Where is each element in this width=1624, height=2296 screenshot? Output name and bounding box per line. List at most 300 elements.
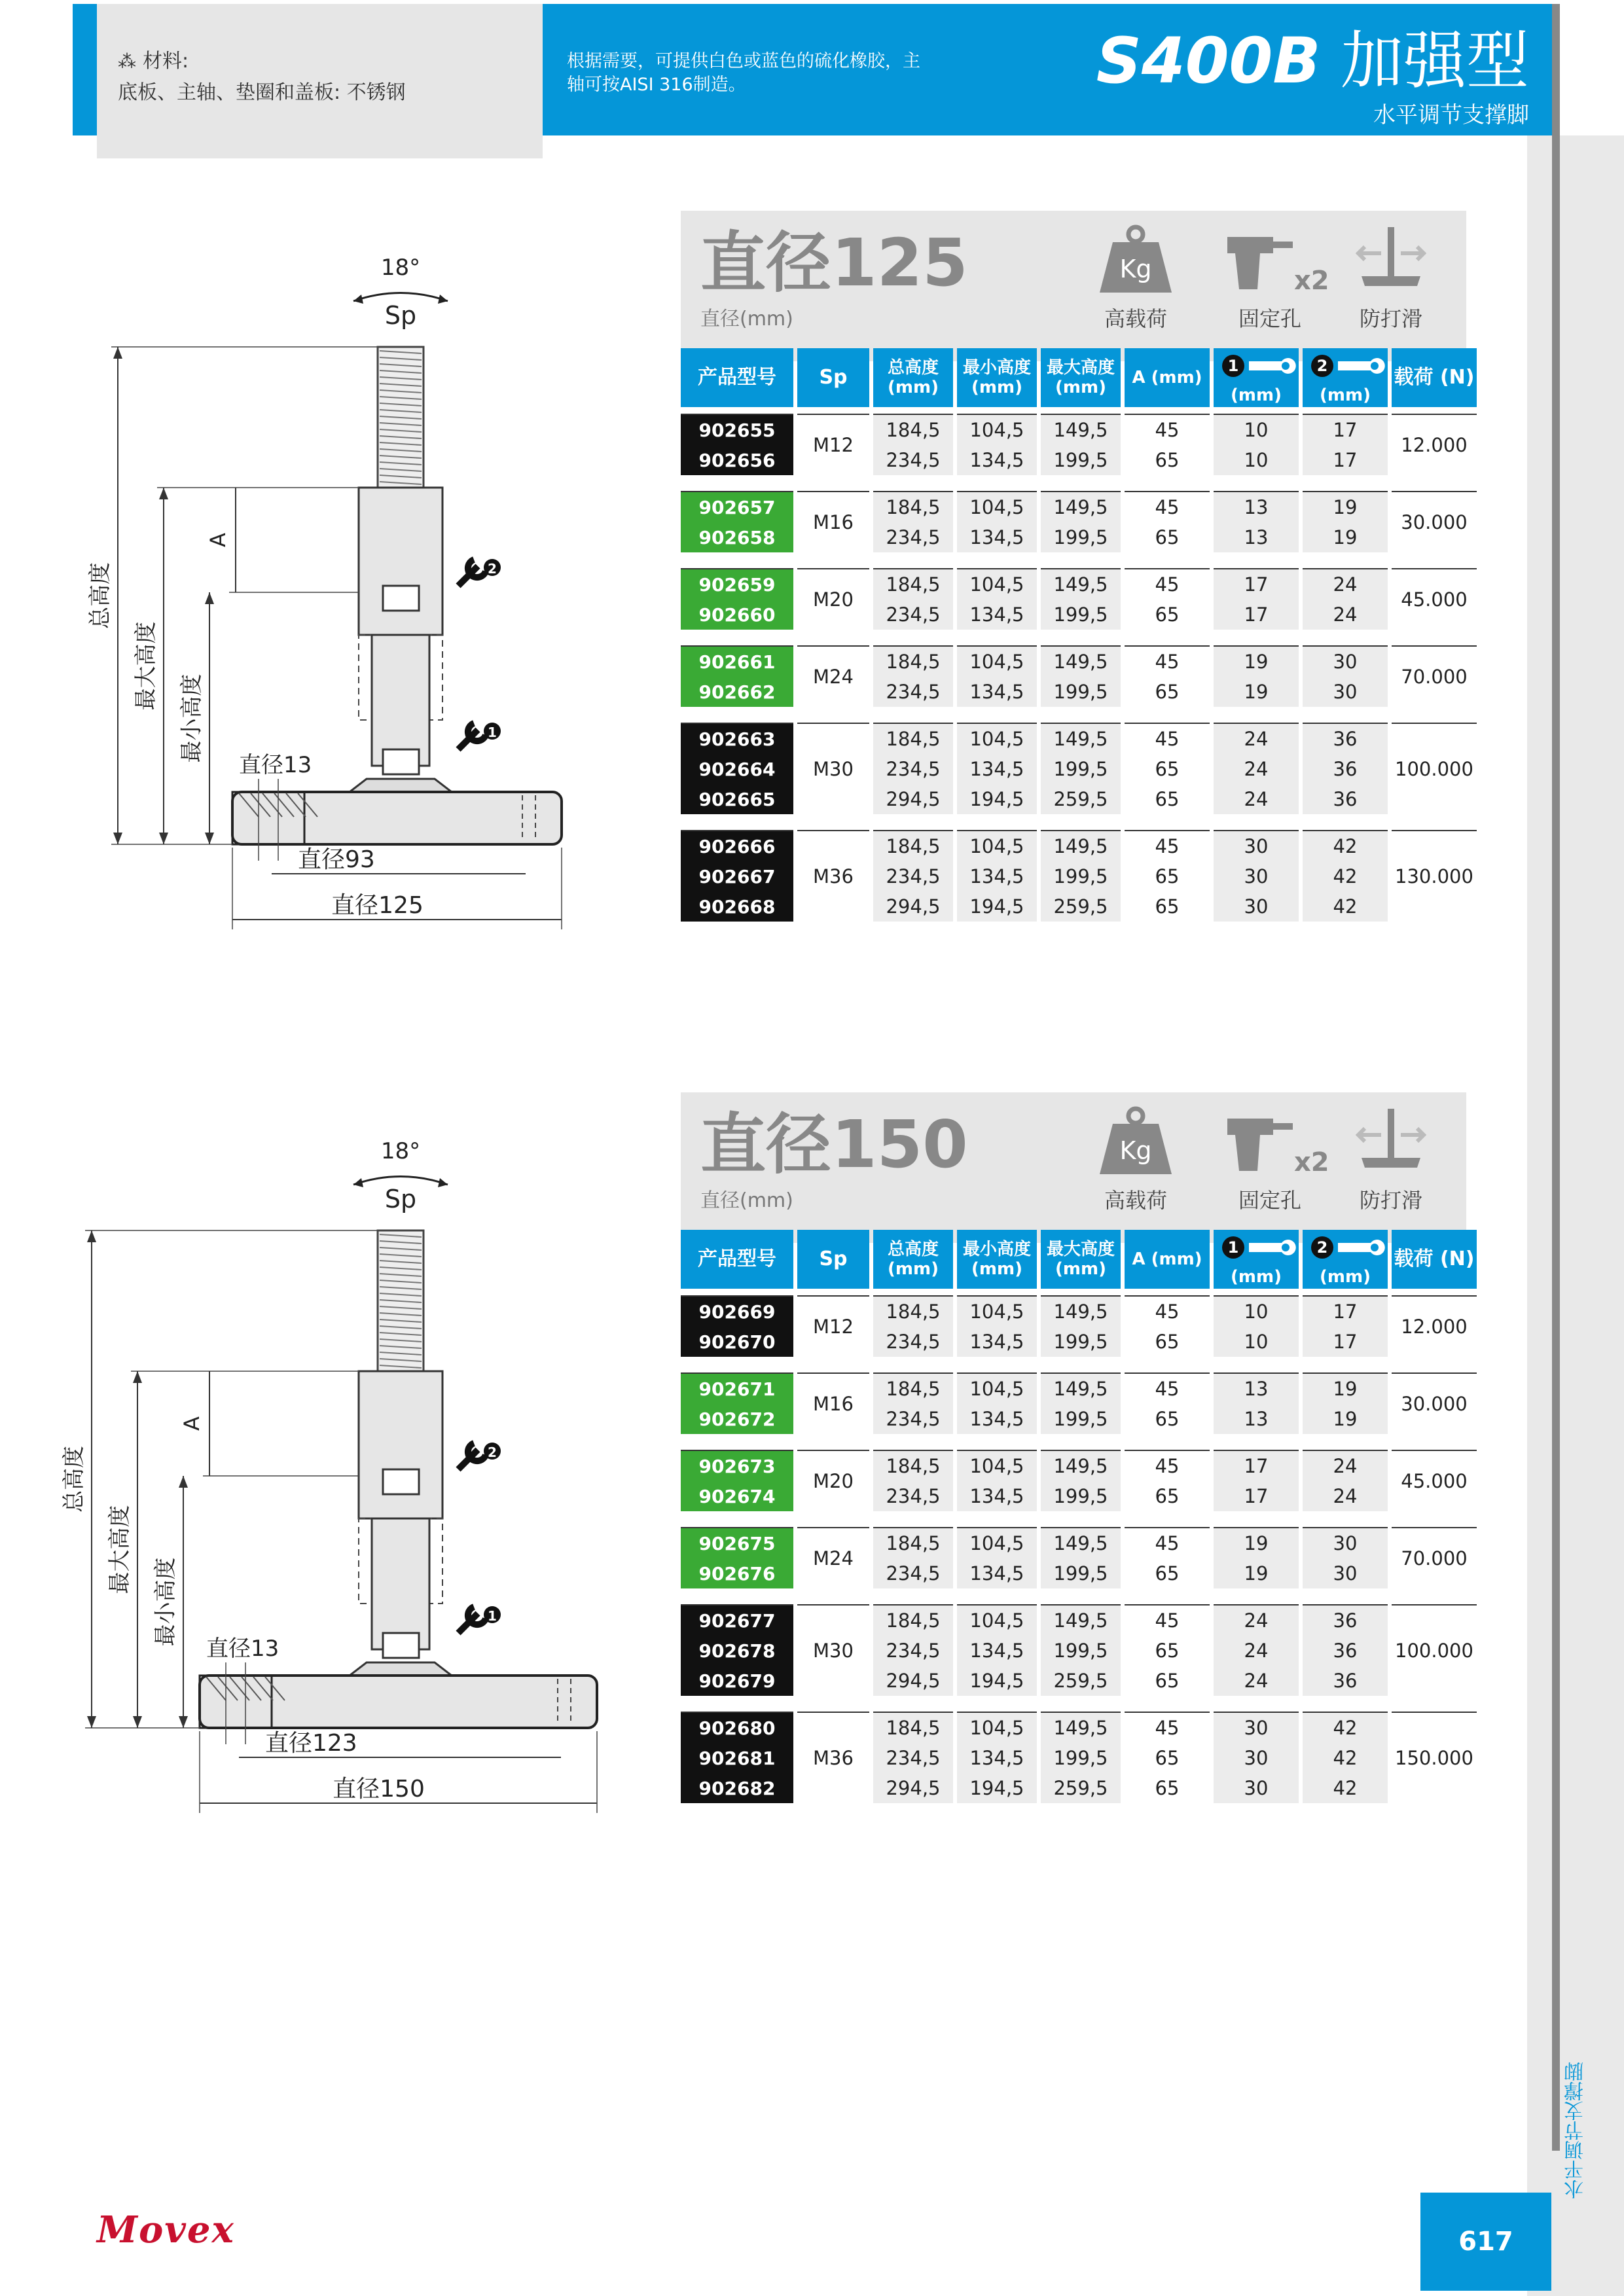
col-header-5	[1125, 1230, 1210, 1295]
feature-high-load	[1080, 224, 1191, 348]
value-cell: 30	[1303, 1558, 1388, 1588]
value-cell: 134,5	[957, 522, 1037, 552]
value-cell: 36	[1303, 1604, 1388, 1636]
product-code-cell: 902656	[681, 445, 793, 475]
sp-cell: M20	[797, 1450, 869, 1511]
value-cell: 30	[1303, 677, 1388, 707]
value-cell: 294,5	[873, 891, 953, 922]
group-spacer	[681, 1434, 1477, 1450]
value-cell: 134,5	[957, 1404, 1037, 1434]
group-spacer	[681, 1357, 1477, 1372]
col-header-1	[797, 348, 869, 414]
group-spacer	[681, 1803, 1477, 1819]
value-cell: 259,5	[1041, 1773, 1121, 1803]
dim-a: A	[206, 533, 230, 547]
column-header: (mm)	[1320, 385, 1371, 405]
value-cell: 134,5	[957, 1327, 1037, 1357]
dim-total-height: 总高度	[61, 1446, 87, 1513]
value-cell: 10	[1214, 1295, 1299, 1327]
product-code-cell: 902676	[681, 1558, 793, 1588]
value-cell: 19	[1214, 645, 1299, 677]
value-cell: 65	[1155, 603, 1180, 626]
product-code-cell: 902674	[681, 1481, 793, 1511]
value-cell: 19	[1303, 522, 1388, 552]
group-spacer	[681, 475, 1477, 491]
svg-text:Kg: Kg	[1119, 1136, 1152, 1165]
group-spacer	[681, 1511, 1477, 1527]
svg-text:1: 1	[488, 725, 497, 740]
value-cell: 199,5	[1041, 1481, 1121, 1511]
drill-icon	[1221, 224, 1329, 296]
value-cell: 17	[1214, 1450, 1299, 1481]
wrench-2-header-icon	[1303, 351, 1388, 386]
col-header-2	[873, 348, 953, 414]
feature-label: 高载荷	[1104, 1188, 1167, 1213]
value-cell: 65	[1155, 1408, 1180, 1430]
load-cell: 100.000	[1392, 1604, 1477, 1696]
value-cell: 10	[1214, 414, 1299, 445]
svg-text:2: 2	[488, 1444, 497, 1460]
value-cell: 194,5	[957, 1773, 1037, 1803]
col-header-3	[957, 1230, 1037, 1295]
value-cell: 184,5	[873, 414, 953, 445]
value-cell: 199,5	[1041, 1404, 1121, 1434]
value-cell: 13	[1214, 1372, 1299, 1404]
sp-cell: M30	[797, 723, 869, 814]
dim-inner-diameter: 直径123	[265, 1730, 357, 1757]
load-cell: 100.000	[1392, 723, 1477, 814]
value-cell: 17	[1303, 414, 1388, 445]
page-number: 617	[1458, 2227, 1513, 2257]
value-cell: 104,5	[957, 830, 1037, 861]
value-cell: 234,5	[873, 1404, 953, 1434]
section-d150	[0, 882, 1624, 1803]
sp-label: Sp	[384, 1185, 417, 1213]
sp-cell: M20	[797, 568, 869, 630]
sp-cell: M24	[797, 645, 869, 707]
section-d125	[0, 0, 1624, 919]
table-row	[681, 1527, 1477, 1558]
column-header: 载荷 (N)	[1394, 1247, 1475, 1270]
feature-label: 防打滑	[1359, 306, 1422, 331]
feature-fixing-holes	[1214, 224, 1329, 348]
value-cell: 199,5	[1041, 677, 1121, 707]
product-code-cell: 902664	[681, 754, 793, 784]
value-cell: 184,5	[873, 1372, 953, 1404]
value-cell: 30	[1303, 645, 1388, 677]
product-code-cell: 902666	[681, 830, 793, 861]
col-header-2	[873, 1230, 953, 1295]
value-cell: 234,5	[873, 1327, 953, 1357]
table-row	[681, 1450, 1477, 1481]
material-text: 底板、主轴、垫圈和盖板: 不锈钢	[118, 81, 406, 104]
value-cell: 134,5	[957, 861, 1037, 891]
dim-d13: 直径13	[239, 752, 312, 778]
value-cell: 45	[1125, 1295, 1210, 1327]
value-cell: 199,5	[1041, 1327, 1121, 1357]
group-spacer	[681, 552, 1477, 568]
page-subtitle: 水平调节支撑脚	[1373, 102, 1529, 128]
value-cell: 36	[1303, 1636, 1388, 1666]
product-code-cell: 902657	[681, 491, 793, 522]
product-code-cell: 902658	[681, 522, 793, 552]
diameter-subtitle: 直径(mm)	[700, 308, 793, 331]
sp-cell: M36	[797, 830, 869, 922]
value-cell: 149,5	[1041, 1712, 1121, 1743]
value-cell: 199,5	[1041, 1636, 1121, 1666]
product-code-cell: 902670	[681, 1327, 793, 1357]
value-cell: 19	[1214, 677, 1299, 707]
value-cell: 65	[1155, 1562, 1180, 1585]
product-code-cell: 902681	[681, 1743, 793, 1773]
angle-label: 18°	[380, 1138, 421, 1164]
svg-text:1: 1	[1227, 356, 1239, 375]
dim-outer-diameter: 直径150	[333, 1776, 425, 1803]
product-code-cell: 902660	[681, 600, 793, 630]
value-cell: 199,5	[1041, 861, 1121, 891]
value-cell: 199,5	[1041, 754, 1121, 784]
product-code-cell: 902678	[681, 1636, 793, 1666]
value-cell: 234,5	[873, 677, 953, 707]
col-header-0	[681, 1230, 793, 1295]
value-cell: 184,5	[873, 645, 953, 677]
value-cell: 36	[1303, 754, 1388, 784]
value-cell: 42	[1303, 891, 1388, 922]
value-cell: 24	[1214, 1666, 1299, 1696]
column-header: A (mm)	[1132, 368, 1202, 387]
column-header: (mm)	[1231, 385, 1282, 405]
product-code-cell: 902662	[681, 677, 793, 707]
value-cell: 30	[1303, 1527, 1388, 1558]
page-number-box	[1420, 2193, 1551, 2291]
product-code-cell: 902673	[681, 1450, 793, 1481]
group-spacer	[681, 630, 1477, 645]
table-row	[681, 1604, 1477, 1636]
value-cell: 65	[1155, 895, 1180, 918]
sp-label: Sp	[384, 301, 417, 330]
product-code-cell: 902679	[681, 1666, 793, 1696]
load-cell: 70.000	[1392, 1527, 1477, 1588]
dim-outer-diameter: 直径125	[331, 892, 424, 919]
value-cell: 149,5	[1041, 1372, 1121, 1404]
value-cell: 104,5	[957, 723, 1037, 754]
col-header-6	[1214, 1230, 1299, 1295]
value-cell: 104,5	[957, 568, 1037, 600]
value-cell: 134,5	[957, 1558, 1037, 1588]
brand-logo: Movex	[97, 2208, 235, 2251]
wrench-1-icon	[1220, 351, 1292, 381]
value-cell: 134,5	[957, 1743, 1037, 1773]
table-row	[681, 491, 1477, 522]
value-cell: 134,5	[957, 600, 1037, 630]
value-cell: 36	[1303, 723, 1388, 754]
value-cell: 184,5	[873, 830, 953, 861]
value-cell: 234,5	[873, 1558, 953, 1588]
svg-text:1: 1	[488, 1608, 497, 1624]
svg-text:2: 2	[488, 561, 497, 577]
table-row	[681, 830, 1477, 861]
value-cell: 65	[1155, 1777, 1180, 1799]
value-cell: 30	[1214, 1743, 1299, 1773]
value-cell: 294,5	[873, 1666, 953, 1696]
value-cell: 194,5	[957, 784, 1037, 814]
value-cell: 17	[1214, 1481, 1299, 1511]
wrench-1-icon	[458, 1606, 501, 1633]
value-cell: 42	[1303, 830, 1388, 861]
svg-text:Kg: Kg	[1119, 255, 1152, 283]
column-header: 载荷 (N)	[1394, 366, 1475, 389]
value-cell: 19	[1214, 1527, 1299, 1558]
column-header: 产品型号	[698, 1247, 776, 1270]
value-cell: 184,5	[873, 1527, 953, 1558]
column-header: 产品型号	[698, 366, 776, 389]
feature-label: 高载荷	[1104, 306, 1167, 331]
anti-slip-icon	[1345, 1105, 1437, 1177]
col-header-7	[1303, 348, 1388, 414]
col-header-8	[1392, 1230, 1477, 1295]
svg-text:2: 2	[1316, 1238, 1328, 1257]
dim-min-height: 最小高度	[179, 673, 205, 763]
value-cell: 149,5	[1041, 414, 1121, 445]
value-cell: 65	[1155, 1640, 1180, 1662]
value-cell: 234,5	[873, 1636, 953, 1666]
value-cell: 294,5	[873, 784, 953, 814]
value-cell: 24	[1214, 754, 1299, 784]
value-cell: 65	[1155, 681, 1180, 703]
sp-cell: M12	[797, 1295, 869, 1357]
product-code-cell: 902659	[681, 568, 793, 600]
column-header: Sp	[819, 366, 848, 389]
value-cell: 199,5	[1041, 445, 1121, 475]
value-cell: 24	[1303, 1450, 1388, 1481]
wrench-1-icon	[458, 723, 501, 749]
value-cell: 134,5	[957, 445, 1037, 475]
spindle-body	[359, 1371, 442, 1518]
value-cell: 104,5	[957, 1527, 1037, 1558]
value-cell: 19	[1303, 1372, 1388, 1404]
foot-base	[232, 792, 562, 844]
value-cell: 65	[1155, 1331, 1180, 1353]
value-cell: 13	[1214, 1404, 1299, 1434]
value-cell: 149,5	[1041, 1450, 1121, 1481]
col-header-5	[1125, 348, 1210, 414]
column-header: 最小高度 (mm)	[962, 1240, 1031, 1279]
value-cell: 104,5	[957, 1372, 1037, 1404]
value-cell: 184,5	[873, 1712, 953, 1743]
foot-drawing	[0, 1132, 655, 1892]
value-cell: 45	[1125, 645, 1210, 677]
wrench-2-header-icon	[1303, 1232, 1388, 1267]
value-cell: 194,5	[957, 891, 1037, 922]
value-cell: 234,5	[873, 600, 953, 630]
dim-a: A	[179, 1416, 204, 1431]
spindle-stem	[372, 635, 429, 766]
col-header-4	[1041, 1230, 1121, 1295]
load-cell: 150.000	[1392, 1712, 1477, 1803]
angle-label: 18°	[380, 255, 421, 281]
diameter-title: 直径150	[700, 1106, 968, 1183]
value-cell: 184,5	[873, 1450, 953, 1481]
svg-text:2: 2	[1316, 356, 1328, 375]
column-header: 最大高度 (mm)	[1046, 358, 1115, 397]
value-cell: 104,5	[957, 491, 1037, 522]
value-cell: 24	[1303, 600, 1388, 630]
spec-table	[677, 1230, 1481, 1819]
value-cell: 184,5	[873, 1604, 953, 1636]
value-cell: 13	[1214, 522, 1299, 552]
product-code-cell: 902661	[681, 645, 793, 677]
material-title-text: 材料:	[143, 50, 189, 73]
load-cell: 45.000	[1392, 1450, 1477, 1511]
sp-cell: M16	[797, 491, 869, 552]
product-code-cell: 902677	[681, 1604, 793, 1636]
group-spacer	[681, 1696, 1477, 1712]
sp-cell: M30	[797, 1604, 869, 1696]
product-code-cell: 902668	[681, 891, 793, 922]
table-row	[681, 1295, 1477, 1327]
svg-text:1: 1	[1227, 1238, 1239, 1257]
sp-cell: M36	[797, 1712, 869, 1803]
group-spacer	[681, 814, 1477, 830]
value-cell: 24	[1214, 784, 1299, 814]
value-cell: 30	[1214, 1773, 1299, 1803]
sp-cell: M12	[797, 414, 869, 475]
product-code-cell: 902680	[681, 1712, 793, 1743]
value-cell: 30	[1214, 830, 1299, 861]
value-cell: 104,5	[957, 414, 1037, 445]
value-cell: 104,5	[957, 1295, 1037, 1327]
value-cell: 104,5	[957, 645, 1037, 677]
spec-header	[681, 1092, 1466, 1243]
table-row	[681, 645, 1477, 677]
value-cell: 24	[1214, 723, 1299, 754]
column-header: 总高度 (mm)	[887, 358, 939, 397]
col-header-3	[957, 348, 1037, 414]
col-header-7	[1303, 1230, 1388, 1295]
load-cell: 70.000	[1392, 645, 1477, 707]
value-cell: 104,5	[957, 1604, 1037, 1636]
group-spacer	[681, 707, 1477, 723]
drill-icon	[1221, 1105, 1329, 1177]
product-code-cell: 902671	[681, 1372, 793, 1404]
value-cell: 24	[1303, 1481, 1388, 1511]
table-row	[681, 723, 1477, 754]
value-cell: 17	[1214, 568, 1299, 600]
feature-label: 固定孔	[1238, 306, 1301, 331]
product-code-cell: 902663	[681, 723, 793, 754]
spindle-body	[359, 488, 442, 635]
value-cell: 45	[1125, 723, 1210, 754]
value-cell: 234,5	[873, 754, 953, 784]
wrench-1-icon	[1220, 1232, 1292, 1263]
product-code-cell: 902672	[681, 1404, 793, 1434]
column-header: Sp	[819, 1247, 848, 1270]
value-cell: 134,5	[957, 1636, 1037, 1666]
value-cell: 199,5	[1041, 1558, 1121, 1588]
value-cell: 65	[1155, 449, 1180, 471]
value-cell: 42	[1303, 1743, 1388, 1773]
wrench-2-icon	[1309, 1232, 1381, 1263]
anti-slip-icon	[1345, 224, 1437, 296]
table-row	[681, 414, 1477, 445]
weight-icon	[1090, 1105, 1182, 1177]
value-cell: 149,5	[1041, 568, 1121, 600]
value-cell: 294,5	[873, 1773, 953, 1803]
value-cell: 149,5	[1041, 1295, 1121, 1327]
table-row	[681, 1712, 1477, 1743]
feature-label: 防打滑	[1359, 1188, 1422, 1213]
value-cell: 199,5	[1041, 600, 1121, 630]
feature-label: 固定孔	[1238, 1188, 1301, 1213]
spec-table	[677, 348, 1481, 937]
product-code-cell: 902665	[681, 784, 793, 814]
product-code-cell: 902682	[681, 1773, 793, 1803]
value-cell: 184,5	[873, 723, 953, 754]
dim-max-height: 最大高度	[107, 1505, 133, 1594]
value-cell: 42	[1303, 861, 1388, 891]
wrench-1-header-icon	[1214, 1232, 1299, 1267]
value-cell: 24	[1303, 568, 1388, 600]
value-cell: 149,5	[1041, 1604, 1121, 1636]
value-cell: 36	[1303, 784, 1388, 814]
sp-cell: M16	[797, 1372, 869, 1434]
diameter-title: 直径125	[700, 224, 968, 301]
value-cell: 199,5	[1041, 1743, 1121, 1773]
col-header-8	[1392, 348, 1477, 414]
side-label: 水平调节支撑脚	[1564, 2062, 1587, 2199]
header-note: 根据需要，可提供白色或蓝色的硫化橡胶，主轴可按AISI 316制造。	[567, 51, 920, 95]
value-cell: 199,5	[1041, 522, 1121, 552]
value-cell: 234,5	[873, 1743, 953, 1773]
material-icon: ⁂	[118, 50, 136, 72]
feature-fixing-holes	[1214, 1105, 1329, 1230]
value-cell: 184,5	[873, 1295, 953, 1327]
col-header-0	[681, 348, 793, 414]
feature-anti-slip	[1335, 1105, 1447, 1230]
spec-header	[681, 211, 1466, 361]
value-cell: 65	[1155, 1670, 1180, 1692]
dim-inner-diameter: 直径93	[298, 846, 375, 873]
group-spacer	[681, 1588, 1477, 1604]
load-cell: 130.000	[1392, 830, 1477, 922]
value-cell: 149,5	[1041, 491, 1121, 522]
product-code-cell: 902669	[681, 1295, 793, 1327]
value-cell: 65	[1155, 1747, 1180, 1769]
product-code-cell: 902655	[681, 414, 793, 445]
column-header: (mm)	[1231, 1266, 1282, 1287]
value-cell: 234,5	[873, 1481, 953, 1511]
value-cell: 149,5	[1041, 723, 1121, 754]
wrench-2-icon	[458, 1443, 501, 1469]
value-cell: 45	[1125, 568, 1210, 600]
dim-max-height: 最大高度	[133, 621, 159, 711]
value-cell: 104,5	[957, 1450, 1037, 1481]
dim-total-height: 总高度	[87, 562, 113, 629]
value-cell: 149,5	[1041, 1527, 1121, 1558]
value-cell: 184,5	[873, 568, 953, 600]
angle-arc	[353, 293, 448, 302]
value-cell: 104,5	[957, 1712, 1037, 1743]
feature-high-load	[1080, 1105, 1191, 1230]
value-cell: 234,5	[873, 861, 953, 891]
value-cell: 45	[1125, 1527, 1210, 1558]
dim-min-height: 最小高度	[153, 1557, 179, 1647]
column-header: 最大高度 (mm)	[1046, 1240, 1115, 1279]
value-cell: 149,5	[1041, 645, 1121, 677]
value-cell: 65	[1155, 526, 1180, 548]
value-cell: 30	[1214, 861, 1299, 891]
column-header: 总高度 (mm)	[887, 1240, 939, 1279]
